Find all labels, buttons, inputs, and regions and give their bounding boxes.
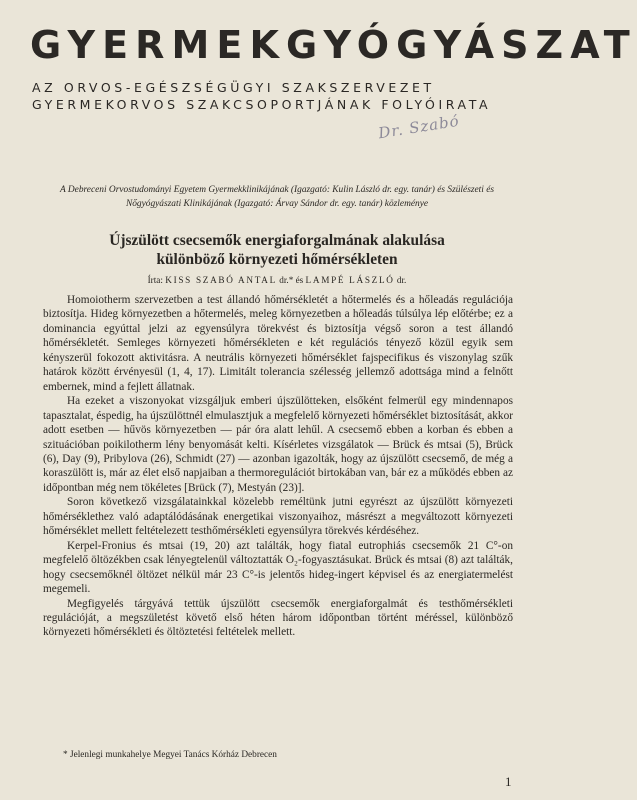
- byline-prefix: Írta:: [147, 275, 166, 285]
- article-title-line-1: Újszülött csecsemők energiaforgalmának alakulása: [109, 232, 445, 249]
- author-1-suffix: dr.* és: [276, 275, 306, 285]
- journal-title: GYERMEKGYÓGYÁSZAT: [30, 23, 637, 67]
- article-title: [40, 231, 514, 269]
- body-paragraph: Homoiotherm szervezetben a test állandó hőmérsékletét a hőtermelés és a hőleadás regulációja biztosítja. Hideg környezetben a hőtermelés, meleg környezetben a hőleadás túlsúlya lép előtérbe; ez a dominancia egyúttal jelzi az egyensúlyra törekvést és biztosítja végső soron a test állandó hőmérsékletét. Semleges környezeti hőmérsékleten e két regulációs tényező közül egyik sem kényszerül fokozott aktivitásra. A neutrális környezeti hőmérséklet fajspecifikus és viszonylag szűk határok között érvényesül (1, 4, 17). Limitált tolerancia szélesség jellemző adottsága mind a felnőtt embernek, mind a fejlett állatnak.: [43, 294, 513, 393]
- article-title-line-2: különböző környezeti hőmérsékleten: [156, 251, 398, 268]
- author-2: LAMPÉ LÁSZLÓ: [305, 275, 395, 285]
- affiliation-note: A Debreceni Orvostudományi Egyetem Gyermekklinikájának (Igazgató: Kulin László dr. egy. tanár) és Szülészeti és Nőgyógyászati Klinikájának (Igazgató: Árvay Sándor dr. egy. tanár) közleménye: [59, 185, 495, 209]
- page-number: 1: [505, 774, 512, 789]
- handwritten-signature: Dr. Szabó: [377, 111, 461, 143]
- body-paragraph: Soron következő vizsgálatainkkal közelebb reméltünk jutni egyrészt az újszülött környezeti hőmérséklethez való adaptálódásának energetikai viszonyaihoz, másrészt a megváltozott környezeti hőmérséklet mellett feltételezett testhőmérsékleti egyensúlyra törekvés kérdéséhez.: [43, 496, 513, 538]
- journal-subtitle-line-1: AZ ORVOS-EGÉSZSÉGÜGYI SZAKSZERVEZET: [32, 80, 435, 95]
- journal-subtitle-line-2: GYERMEKORVOS SZAKCSOPORTJÁNAK FOLYÓIRATA: [32, 97, 492, 112]
- byline: [40, 275, 514, 285]
- footnote: * Jelenlegi munkahelye Megyei Tanács Kórház Debrecen: [63, 750, 277, 760]
- body-paragraph: Ha ezeket a viszonyokat vizsgáljuk emberi újszülötteken, elsőként felmerül egy mindennapos tapasztalat, éspedig, ha újszülöttnél elmulasztjuk a megfelelő környezeti hőmérséklet biztosítását, akkor adott esetben — hűvös környezetben — pár óra alatt lehűl. A csecsemő ebben a korban és ebben a szituációban poikilotherm lény benyomását kelti. Kísérletes vizsgálatok — Brück és mtsai (5), Brück (6), Day (9), Pribylova (26), Schmidt (27) — azonban igazolták, hogy az újszülött csecsemő, de még a koraszülött is, már az élet első napjaiban a thermoregulációt birtokában van, bár ez a működés ebben az időpontban még nem tökéletes [Brück (7), Mestyán (23)].: [43, 395, 513, 494]
- article-body: [43, 293, 513, 640]
- body-paragraph: Megfigyelés tárgyává tettük újszülött csecsemők energiaforgalmát és testhőmérsékleti regulációját, a megszületést követő első héten három időpontban történt méréssel, különböző környezeti hőmérsékleti és öltöztetési feltételek mellett.: [43, 597, 513, 639]
- body-paragraph: Kerpel-Fronius és mtsai (19, 20) azt találták, hogy fiatal eutrophiás csecsemők 21 C°-on megfelelő öltözékben csak lényegtelenül változtatták O₂-fogyasztásukat. Brück és mtsai (8) azt találták, hogy csecsemőknél öltözet nélkül már 23 C°-is jelentős hideg-ingert képvisel és az energiatermelést megemeli.: [43, 539, 513, 596]
- author-2-suffix: dr.: [394, 275, 407, 285]
- author-1: KISS SZABÓ ANTAL: [165, 275, 277, 285]
